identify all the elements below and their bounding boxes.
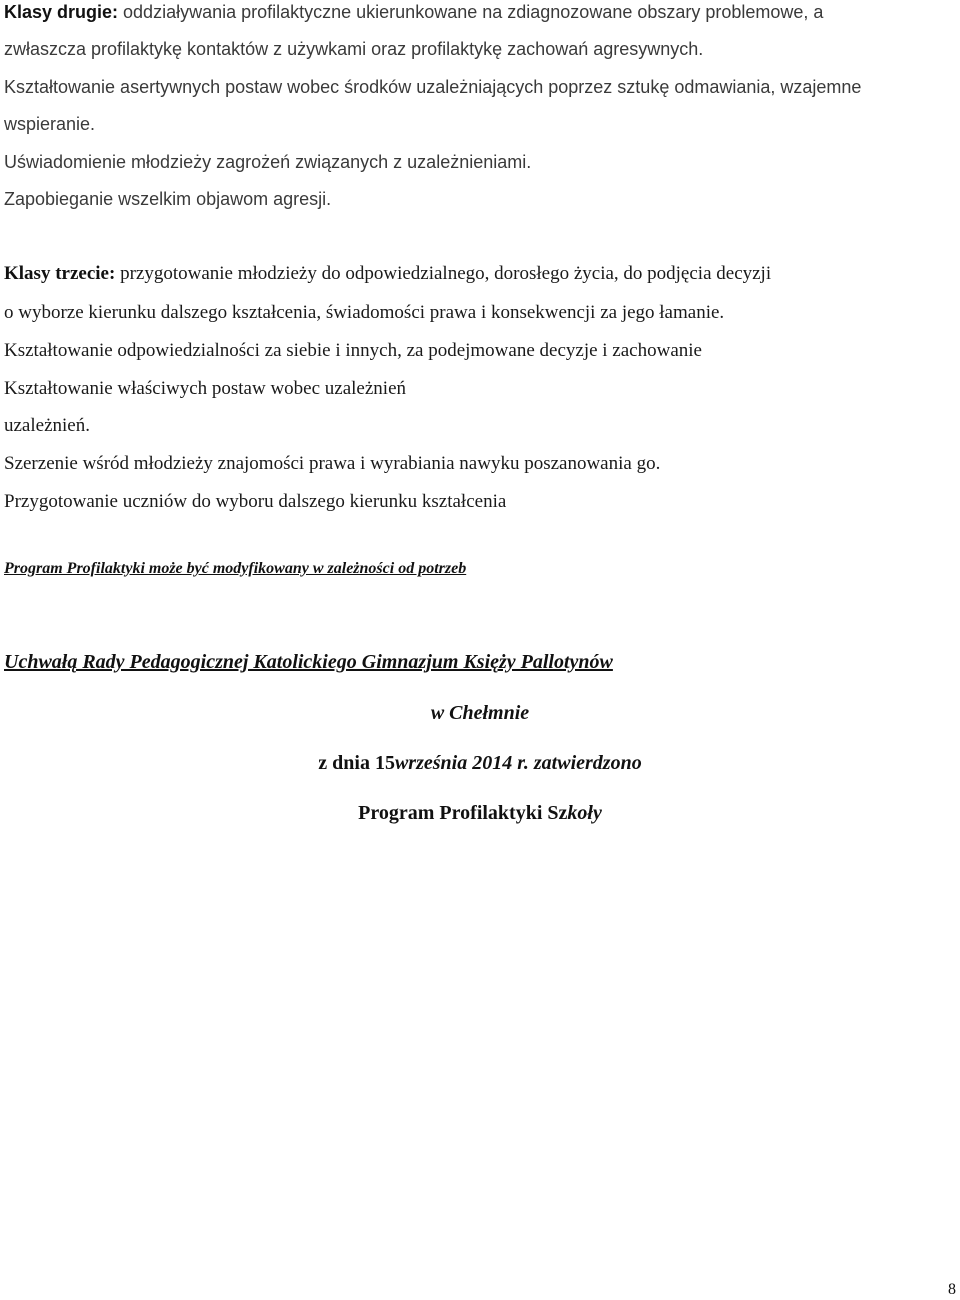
- section3-heading: Klasy trzecie:: [4, 263, 116, 284]
- section3-line-7: Przygotowanie uczniów do wyboru dalszego kierunku kształcenia: [4, 491, 507, 512]
- resolution-title: Uchwałą Rady Pedagogicznej Katolickiego Gimnazjum Księży Pallotynów: [4, 651, 613, 673]
- section3-line-3: Kształtowanie odpowiedzialności za siebie i innych, za podejmowane decyzje i zachowanie: [4, 340, 702, 361]
- section2-line-6: Zapobieganie wszelkim objawom agresji.: [4, 189, 332, 209]
- resolution-date-suffix: września 2014 r. zatwierdzono: [394, 752, 642, 774]
- section2-line-4: wspieranie.: [4, 114, 96, 134]
- resolution-date: [0, 752, 960, 775]
- program-title-main: Program Profilaktyki Sz: [358, 802, 568, 824]
- section2-line-2: zwłaszcza profilaktykę kontaktów z używkami oraz profilaktykę zachowań agresywnych.: [4, 39, 704, 59]
- section3-line-5: uzależnień.: [4, 415, 90, 436]
- section3-line-1: [4, 263, 771, 285]
- page-number: 8: [948, 1281, 956, 1298]
- section3-line-6: Szerzenie wśród młodzieży znajomości prawa i wyrabiania nawyku poszanowania go.: [4, 453, 661, 474]
- section3-line-4: Kształtowanie właściwych postaw wobec uzależnień: [4, 378, 407, 399]
- section2-line-1-text: oddziaływania profilaktyczne ukierunkowane na zdiagnozowane obszary problemowe, a: [118, 2, 824, 22]
- program-title-end: koły: [567, 802, 602, 824]
- section2-line-5: Uświadomienie młodzieży zagrożeń związanych z uzależnieniami.: [4, 152, 532, 172]
- section2-line-3: Kształtowanie asertywnych postaw wobec środków uzależniających poprzez sztukę odmawiania, wzajemne: [4, 77, 862, 97]
- section2-line-1: [4, 1, 823, 23]
- section3-line-1-text: przygotowanie młodzieży do odpowiedzialnego, dorosłego życia, do podjęcia decyzji: [115, 263, 772, 284]
- section2-heading: Klasy drugie:: [4, 2, 119, 22]
- resolution-place: w Chełmnie: [430, 702, 530, 724]
- modification-note: Program Profilaktyki może być modyfikowany w zależności od potrzeb: [4, 560, 467, 577]
- resolution-date-prefix: z dnia 15: [318, 752, 395, 774]
- section3-line-2: o wyborze kierunku dalszego kształcenia, świadomości prawa i konsekwencji za jego łamanie.: [4, 302, 725, 323]
- program-title: [0, 802, 960, 825]
